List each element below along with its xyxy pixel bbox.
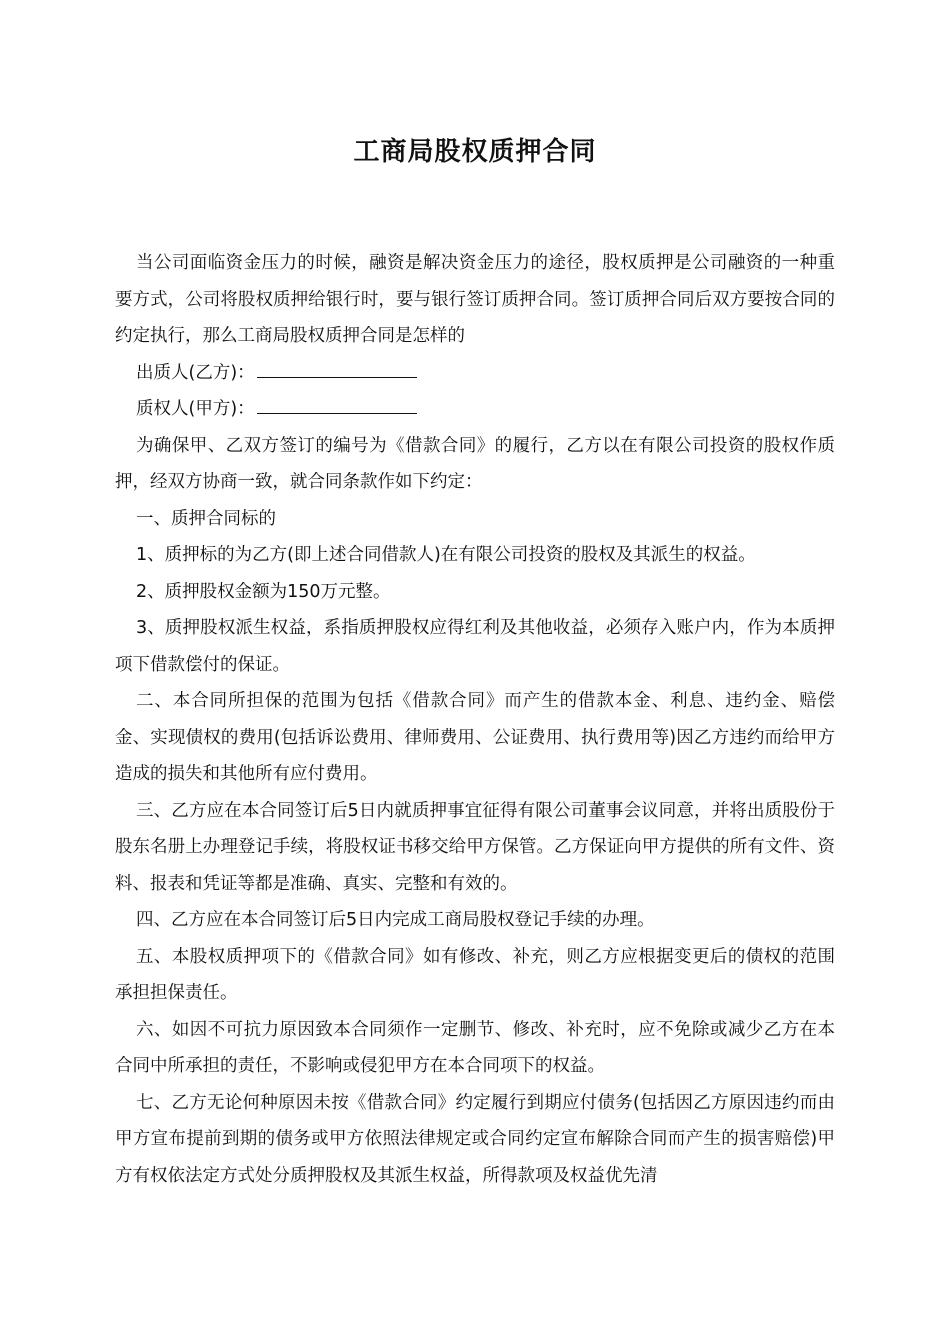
clause-6: 六、如因不可抗力原因致本合同须作一定删节、修改、补充时，应不免除或减少乙方在本合同中所承担的责任，不影响或侵犯甲方在本合同项下的权益。 [115,1019,835,1076]
pledgee-blank-field [257,393,417,414]
pledgor-label: 出质人(乙方)： [136,362,255,383]
pledgee-line [115,391,835,428]
document-title: 工商局股权质押合同 [353,137,597,167]
preamble-paragraph: 为确保甲、乙双方签订的编号为《借款合同》的履行，乙方以在有限公司投资的股权作质押，经双方协商一致，就合同条款作如下约定： [115,435,835,492]
document-body [115,245,835,1194]
clause-7: 七、乙方无论何种原因未按《借款合同》约定履行到期应付债务(包括因乙方原因违约而由甲方宣布提前到期的债务或甲方依照法律规定或合同约定宣布解除合同而产生的损害赔偿)甲方有权依法定方式处分质押股权及其派生权益，所得款项及权益优先清 [115,1092,835,1186]
clause-1-1: 1、质押标的为乙方(即上述合同借款人)在有限公司投资的股权及其派生的权益。 [136,545,756,565]
pledgee-label: 质权人(甲方)： [136,399,255,419]
clause-1-2: 2、质押股权金额为150万元整。 [136,581,391,602]
clause-4: 四、乙方应在本合同签订后5日内完成工商局股权登记手续的办理。 [136,910,655,930]
pledgor-blank-field [257,357,417,378]
clause-5: 五、本股权质押项下的《借款合同》如有修改、补充，则乙方应根据变更后的债权的范围承担担保责任。 [115,946,835,1003]
intro-paragraph: 当公司面临资金压力的时候，融资是解决资金压力的途径，股权质押是公司融资的一种重要方式，公司将股权质押给银行时，要与银行签订质押合同。签订质押合同后双方要按合同的约定执行，那么工商局股权质押合同是怎样的 [115,253,835,346]
pledgor-line [115,355,835,392]
clause-1-3: 3、质押股权派生权益，系指质押股权应得红利及其他收益，必须存入账户内，作为本质押项下借款偿付的保证。 [115,618,835,675]
clause-3: 三、乙方应在本合同签订后5日内就质押事宜征得有限公司董事会议同意，并将出质股份于股东名册上办理登记手续，将股权证书移交给甲方保管。乙方保证向甲方提供的所有文件、资料、报表和凭证等都是准确、真实、完整和有效的。 [115,800,835,894]
clause-2: 二、本合同所担保的范围为包括《借款合同》而产生的借款本金、利息、违约金、赔偿金、实现债权的费用(包括诉讼费用、律师费用、公证费用、执行费用等)因乙方违约而给甲方造成的损失和其他所有应付费用。 [115,691,835,784]
section-heading-1: 一、质押合同标的 [136,508,276,529]
